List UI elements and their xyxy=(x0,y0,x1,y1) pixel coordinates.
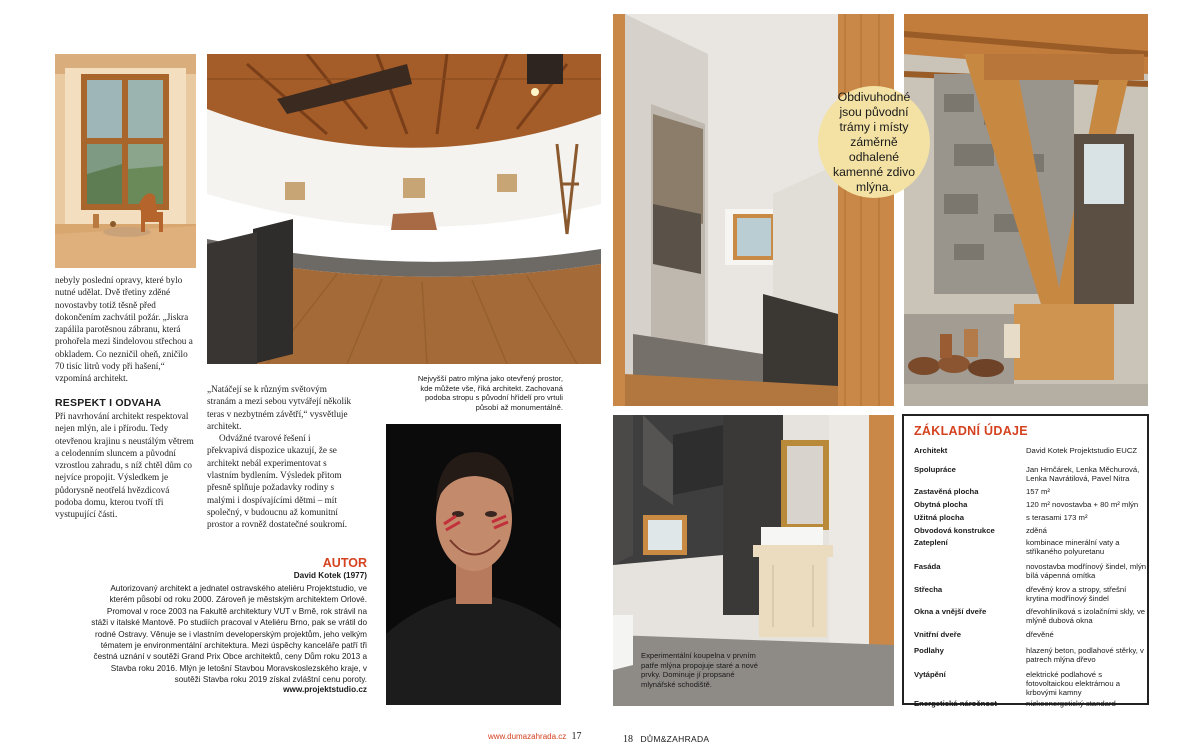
autor-name: David Kotek (1977) xyxy=(293,571,367,580)
facts-row-key: Okna a vnější dveře xyxy=(914,607,987,616)
facts-row-key: Užitná plocha xyxy=(914,513,964,522)
facts-row-value: kombinace minerální vaty a stříkaného polyuretanu xyxy=(1026,538,1120,556)
section-heading: RESPEKT I ODVAHA xyxy=(55,396,162,409)
autor-bio: Autorizovaný architekt a jednatel ostravského ateliéru Projektstudio, ve kterém působí od roku 2000. Zároveň je městským architektem Orlové. Promoval v roce 2003 na Fakultě architektury VUT v Brně, rok strávil na stáži v italské Mantově. Po studiích pracoval v Ateliéru Brno, pak se vrátil do rodné Ostravy. Věnuje se i vlastním developerským projektům, jeho velkým tématem je environmentální architektura. Mezi úspěchy kanceláře patří tři čestná uznání v soutěži Grand Prix Obce architektů, ceny Dům roku 2013 a Stavba roku 2016. Mlýn je letošní Stavbou Moravskoslezského kraje, v soutěži Stavba roku 2019 získal zvláštní cenu poroty. xyxy=(91,584,367,685)
photo-beams-stone xyxy=(904,14,1148,406)
facts-row-key: Spolupráce xyxy=(914,465,956,474)
top-floor-caption: Nejvyšší patro mlýna jako otevřený prostor, kde můžete vše, říká architekt. Zachovaná podoba stropu s původní hřídelí pro vrtuli působí až monumentálně. xyxy=(417,374,563,412)
footer-brand: DŮM&ZAHRADA xyxy=(640,734,710,744)
photo-architect-portrait xyxy=(386,424,561,705)
middle-column-text xyxy=(207,383,352,531)
facts-row-value: s terasami 173 m² xyxy=(1026,513,1088,522)
photo-doorway-window xyxy=(613,14,894,406)
facts-row-key: Střecha xyxy=(914,585,943,594)
facts-row-value: nízkoenergetický standard xyxy=(1026,699,1116,708)
facts-row-key: Energetická náročnost xyxy=(914,699,997,708)
quote-bubble-text: Obdivuhodné jsou původní trámy i místy záměrně odhalené kamenné zdivo mlýna. xyxy=(833,89,915,194)
facts-row-key: Vytápění xyxy=(914,670,946,679)
facts-row-key: Obvodová konstrukce xyxy=(914,526,995,535)
left-paragraph-2: Při navrhování architekt respektoval nejen mlýn, ale i přírodu. Tedy otevřenou krajinu s neustálým větrem a celodenním sluncem a původní vzrostlou zahradu, s níž chtěl dům co nejvíce propojit. Výsledkem je půdorysně neotřelá hvězdicová podoba domu, kterou tvoří tři vystupující části. xyxy=(55,410,194,520)
facts-row-value: hlazený beton, podlahové stěrky, v patrech mlýna dřevo xyxy=(1026,646,1144,664)
facts-row-key: Zateplení xyxy=(914,538,948,547)
left-paragraph-1: nebyly poslední opravy, které bylo nutné udělat. Dvě třetiny zděné novostavby totiž těsně před dokončením zachvátil požár. „Jiskra zapálila parotěsnou zábranu, která prohořela mezi šindelovou střechou a obkladem. Co nezničil oheň, zničilo 70 tisíc litrů vody při hašení,“ vzpomíná architekt. xyxy=(55,275,193,384)
bathroom-caption: Experimentální koupelna v prvním patře mlýna propojuje staré a nové prvky. Dominuje jí propsané mlynářské schodiště. xyxy=(641,651,758,689)
footer-page-right: 18 xyxy=(623,734,633,745)
facts-row-value: zděná xyxy=(1026,526,1047,535)
facts-row-key: Vnitřní dveře xyxy=(914,630,961,639)
facts-row-value: dřevěný krov a stropy, střešní krytina modřínový šindel xyxy=(1026,585,1127,603)
facts-row-key: Podlahy xyxy=(914,646,944,655)
autor-title: AUTOR xyxy=(322,556,367,570)
facts-row-value: David Kotek Projektstudio EUCZ xyxy=(1026,446,1138,455)
footer-url[interactable]: www.dumazahrada.cz xyxy=(488,732,567,741)
facts-row-key: Obytná plocha xyxy=(914,500,968,509)
facts-row-value: 120 m² novostavba + 80 m² mlýn xyxy=(1026,500,1139,509)
facts-row-key: Architekt xyxy=(914,446,948,455)
facts-box xyxy=(902,414,1149,708)
footer-page-left: 17 xyxy=(571,731,582,742)
left-column-text xyxy=(55,274,197,521)
quote-bubble xyxy=(818,86,930,198)
footer-left xyxy=(488,731,588,745)
facts-row-value: novostavba modřínový šindel, mlýn bílá vápenná omítka xyxy=(1026,562,1147,580)
facts-row-key: Zastavěná plocha xyxy=(914,487,979,496)
autor-website: www.projektstudio.cz xyxy=(283,685,367,694)
footer-right xyxy=(623,729,743,743)
facts-row-key: Fasáda xyxy=(914,562,941,571)
facts-row-value: 157 m² xyxy=(1026,487,1050,496)
photo-window-shelf xyxy=(55,54,196,268)
photo-top-floor xyxy=(207,54,601,364)
mid-paragraph-2: Odvážné tvarové řešení i překvapivá dispozice ukazují, že se architekt nebál experimentovat s vlastním bydlením. Výsledek přitom přesně splňuje požadavky rodiny s malými i dospívajícími dětmi – mít společný, v budoucnu až komunitní prostor a rovněž dostatečné soukromí. xyxy=(207,433,348,530)
facts-row-value: dřevohliníková s izolačními skly, ve mlýně dubová okna xyxy=(1026,607,1146,625)
facts-title: ZÁKLADNÍ ÚDAJE xyxy=(914,424,1028,438)
facts-row-value: elektrické podlahové s fotovoltaickou elektrárnou a krbovými kamny xyxy=(1026,670,1121,697)
mid-paragraph-1: „Natáčejí se k různým světovým stranám a mezi sebou vytvářejí několik teras v nezbytném závětří,“ vysvětluje architekt. xyxy=(207,384,352,431)
facts-row-value: dřevěné xyxy=(1026,630,1054,639)
facts-row-value: Jan Hrnčárek, Lenka Měchurová, Lenka Navrátilová, Pavel Nitra xyxy=(1026,465,1140,483)
